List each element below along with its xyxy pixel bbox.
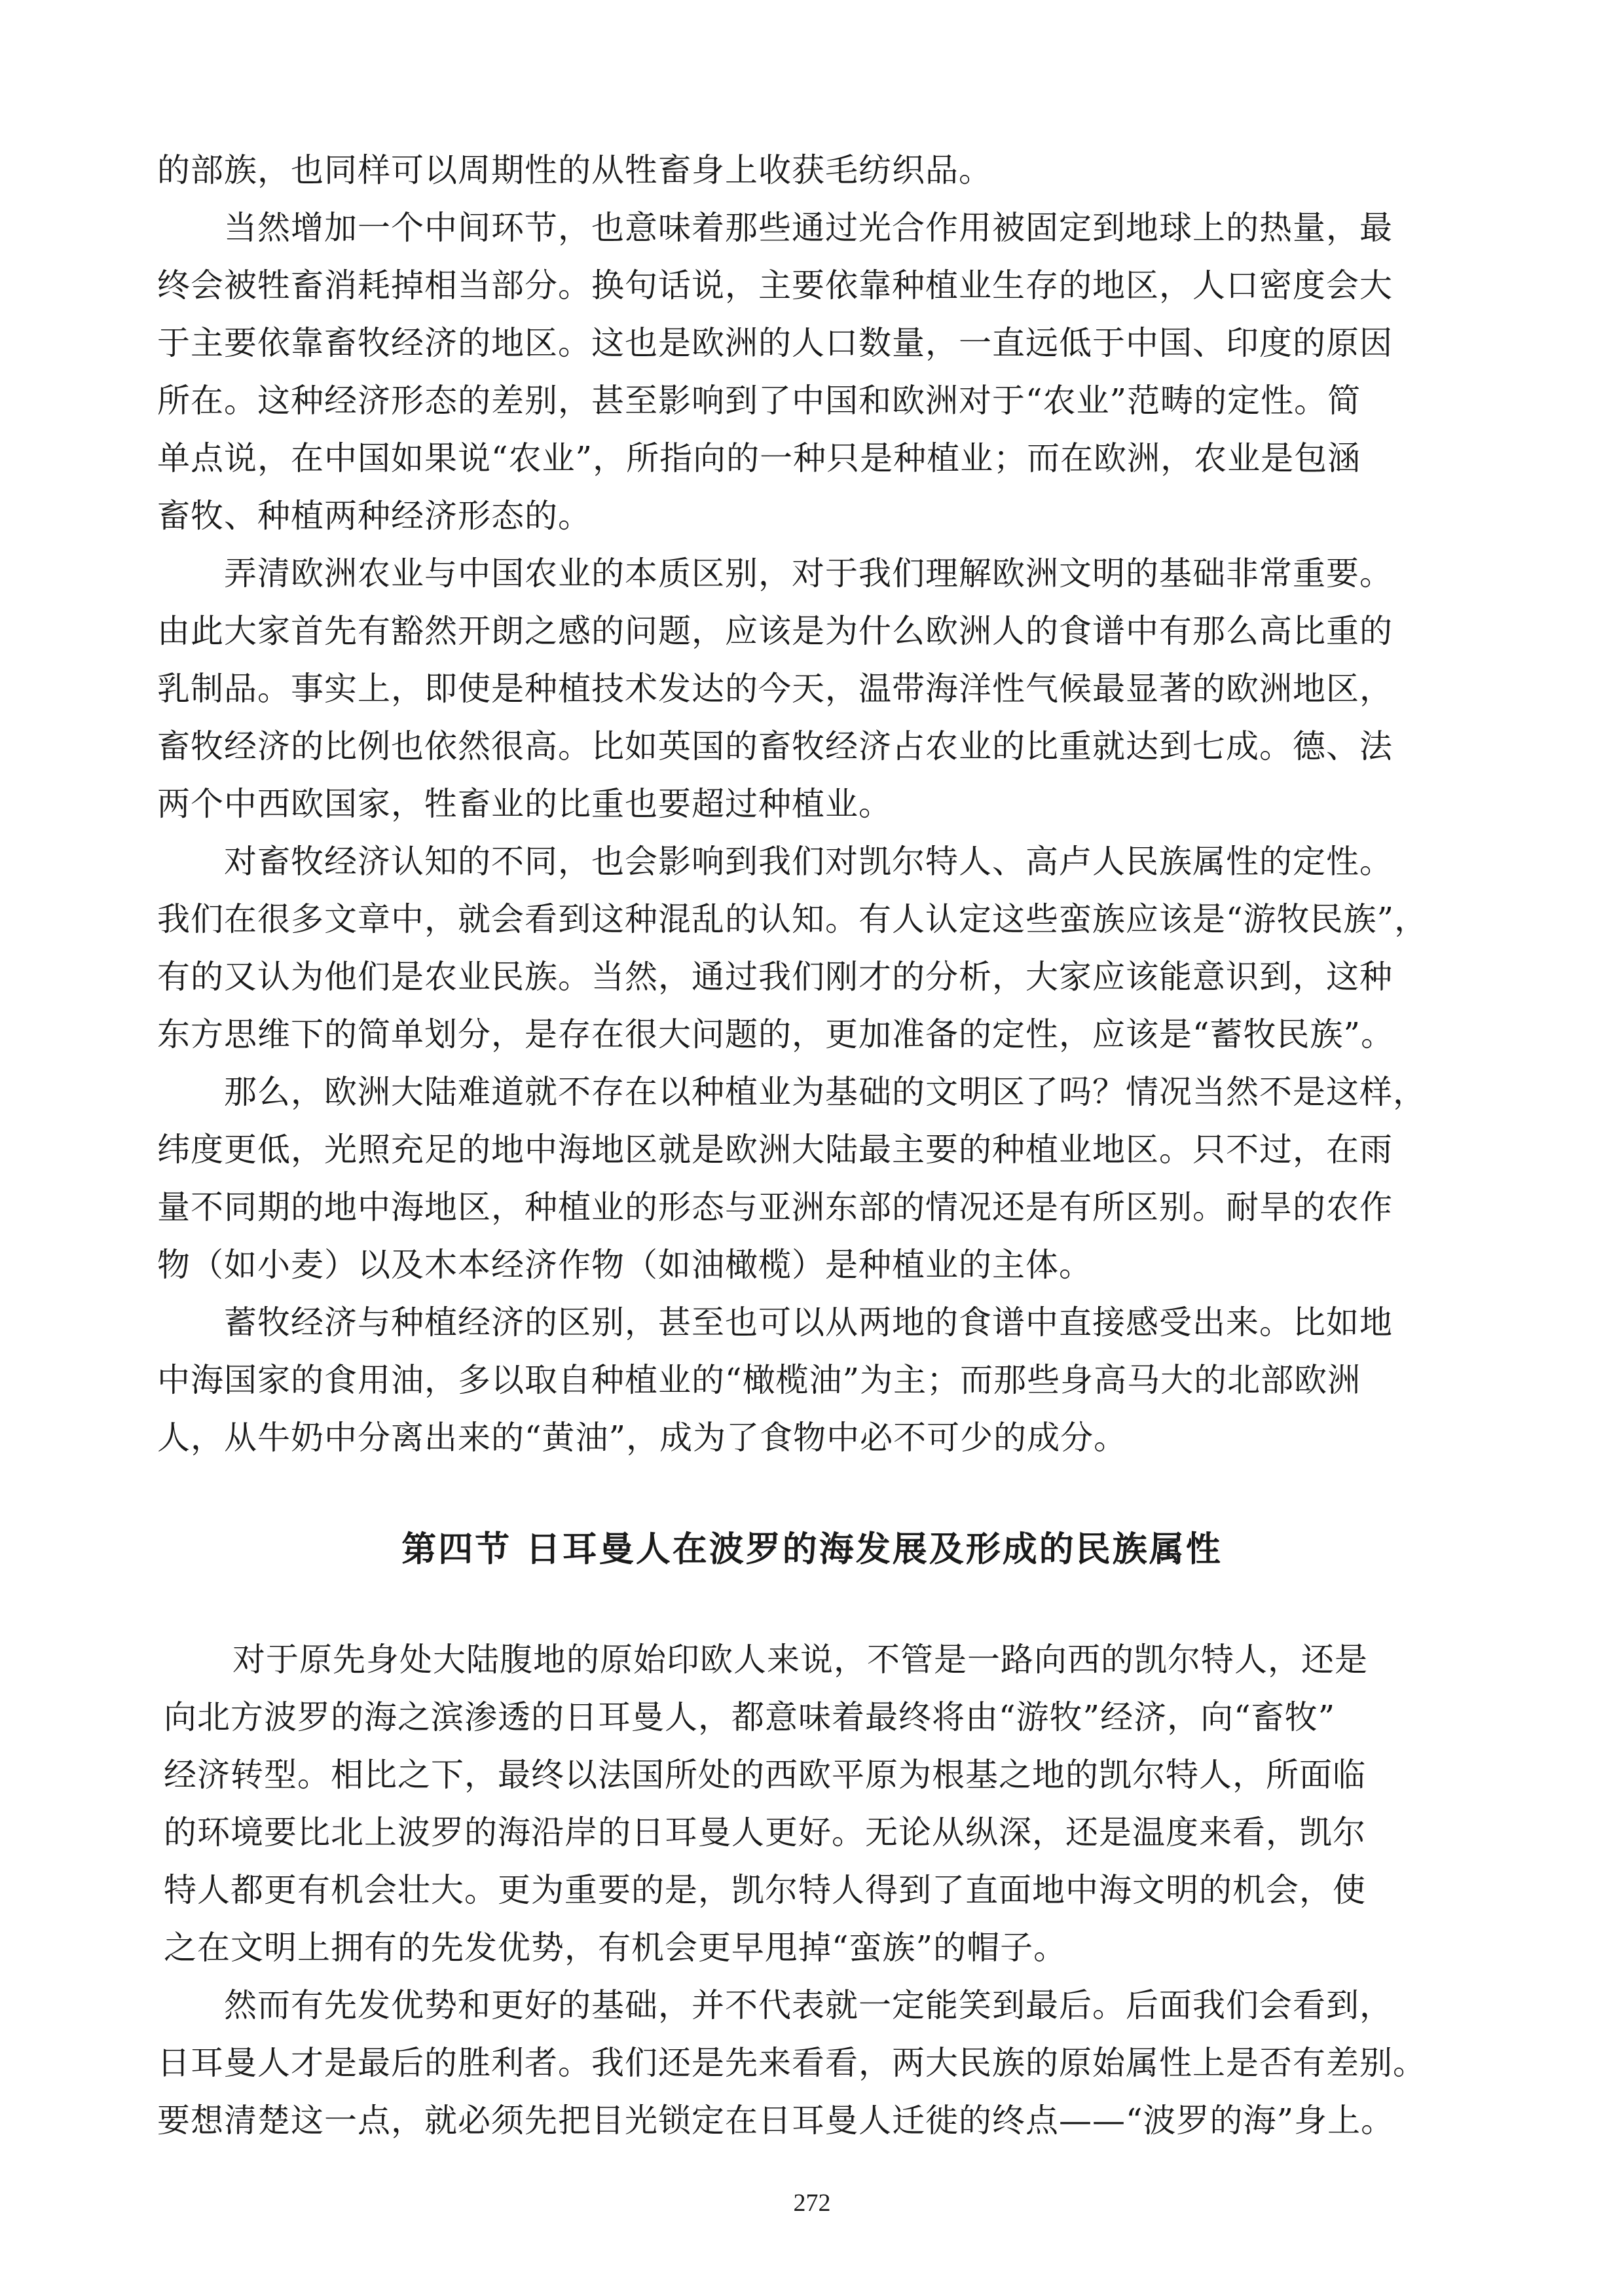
text-line: 对于原先身处大陆腹地的原始印欧人来说，不管是一路向西的凯尔特人，还是: [232, 1641, 1368, 1679]
text-line: 我们在很多文章中，就会看到这种混乱的认知。有人认定这些蛮族应该是“游牧民族”，: [157, 900, 1428, 938]
text-line: 对畜牧经济认知的不同，也会影响到我们对凯尔特人、高卢人民族属性的定性。: [224, 843, 1393, 881]
text-line: 中海国家的食用油，多以取自种植业的“橄榄油”为主；而那些身高马大的北部欧洲: [157, 1361, 1361, 1399]
text-line: 然而有先发优势和更好的基础，并不代表就一定能笑到最后。后面我们会看到，: [224, 1986, 1393, 2024]
text-line: 特人都更有机会壮大。更为重要的是，凯尔特人得到了直面地中海文明的机会，使: [164, 1871, 1366, 1909]
text-line: 畜牧经济的比例也依然很高。比如英国的畜牧经济占农业的比重就达到七成。德、法: [157, 727, 1393, 765]
text-line: 弄清欧洲农业与中国农业的本质区别，对于我们理解欧洲文明的基础非常重要。: [224, 555, 1393, 592]
text-line: 的环境要比北上波罗的海沿岸的日耳曼人更好。无论从纵深，还是温度来看，凯尔: [164, 1813, 1366, 1851]
text-line: 蓄牧经济与种植经济的区别，甚至也可以从两地的食谱中直接感受出来。比如地: [224, 1303, 1393, 1341]
text-line: 人，从牛奶中分离出来的“黄油”，成为了食物中必不可少的成分。: [157, 1419, 1128, 1457]
text-line: 两个中西欧国家，牲畜业的比重也要超过种植业。: [157, 785, 892, 823]
text-line: 要想清楚这一点，就必须先把目光锁定在日耳曼人迁徙的终点——“波罗的海”身上。: [157, 2102, 1395, 2140]
text-line: 那么，欧洲大陆难道就不存在以种植业为基础的文明区了吗？情况当然不是这样，: [224, 1073, 1426, 1111]
page-number: 272: [793, 2189, 831, 2217]
text-line: 当然增加一个中间环节，也意味着那些通过光合作用被固定到地球上的热量，最: [224, 209, 1393, 247]
text-line: 于主要依靠畜牧经济的地区。这也是欧洲的人口数量，一直远低于中国、印度的原因: [157, 324, 1393, 362]
text-line: 日耳曼人才是最后的胜利者。我们还是先来看看，两大民族的原始属性上是否有差别。: [157, 2044, 1426, 2082]
text-line: 由此大家首先有豁然开朗之感的问题，应该是为什么欧洲人的食谱中有那么高比重的: [157, 612, 1393, 650]
text-line: 经济转型。相比之下，最终以法国所处的西欧平原为根基之地的凯尔特人，所面临: [164, 1756, 1366, 1794]
text-line: 之在文明上拥有的先发优势，有机会更早甩掉“蛮族”的帽子。: [164, 1929, 1067, 1967]
text-line: 物（如小麦）以及木本经济作物（如油橄榄）是种植业的主体。: [157, 1246, 1092, 1284]
text-line: 东方思维下的简单划分，是存在很大问题的，更加准备的定性，应该是“蓄牧民族”。: [157, 1015, 1395, 1053]
text-line: 乳制品。事实上，即使是种植技术发达的今天，温带海洋性气候最显著的欧洲地区，: [157, 670, 1393, 708]
section-title: 第四节 日耳曼人在波罗的海发展及形成的民族属性: [401, 1529, 1223, 1569]
text-line: 向北方波罗的海之滨渗透的日耳曼人，都意味着最终将由“游牧”经济，向“畜牧”: [164, 1698, 1336, 1736]
text-line: 单点说，在中国如果说“农业”，所指向的一种只是种植业；而在欧洲，农业是包涵: [157, 439, 1361, 477]
text-line: 纬度更低，光照充足的地中海地区就是欧洲大陆最主要的种植业地区。只不过，在雨: [157, 1131, 1393, 1169]
text-line: 终会被牲畜消耗掉相当部分。换句话说，主要依靠种植业生存的地区，人口密度会大: [157, 266, 1393, 304]
text-line: 量不同期的地中海地区，种植业的形态与亚洲东部的情况还是有所区别。耐旱的农作: [157, 1188, 1393, 1226]
text-line: 有的又认为他们是农业民族。当然，通过我们刚才的分析，大家应该能意识到，这种: [157, 958, 1393, 996]
text-line: 的部族，也同样可以周期性的从牲畜身上收获毛纺织品。: [157, 151, 992, 189]
text-line: 所在。这种经济形态的差别，甚至影响到了中国和欧洲对于“农业”范畴的定性。简: [157, 382, 1361, 420]
text-line: 畜牧、种植两种经济形态的。: [157, 497, 591, 535]
